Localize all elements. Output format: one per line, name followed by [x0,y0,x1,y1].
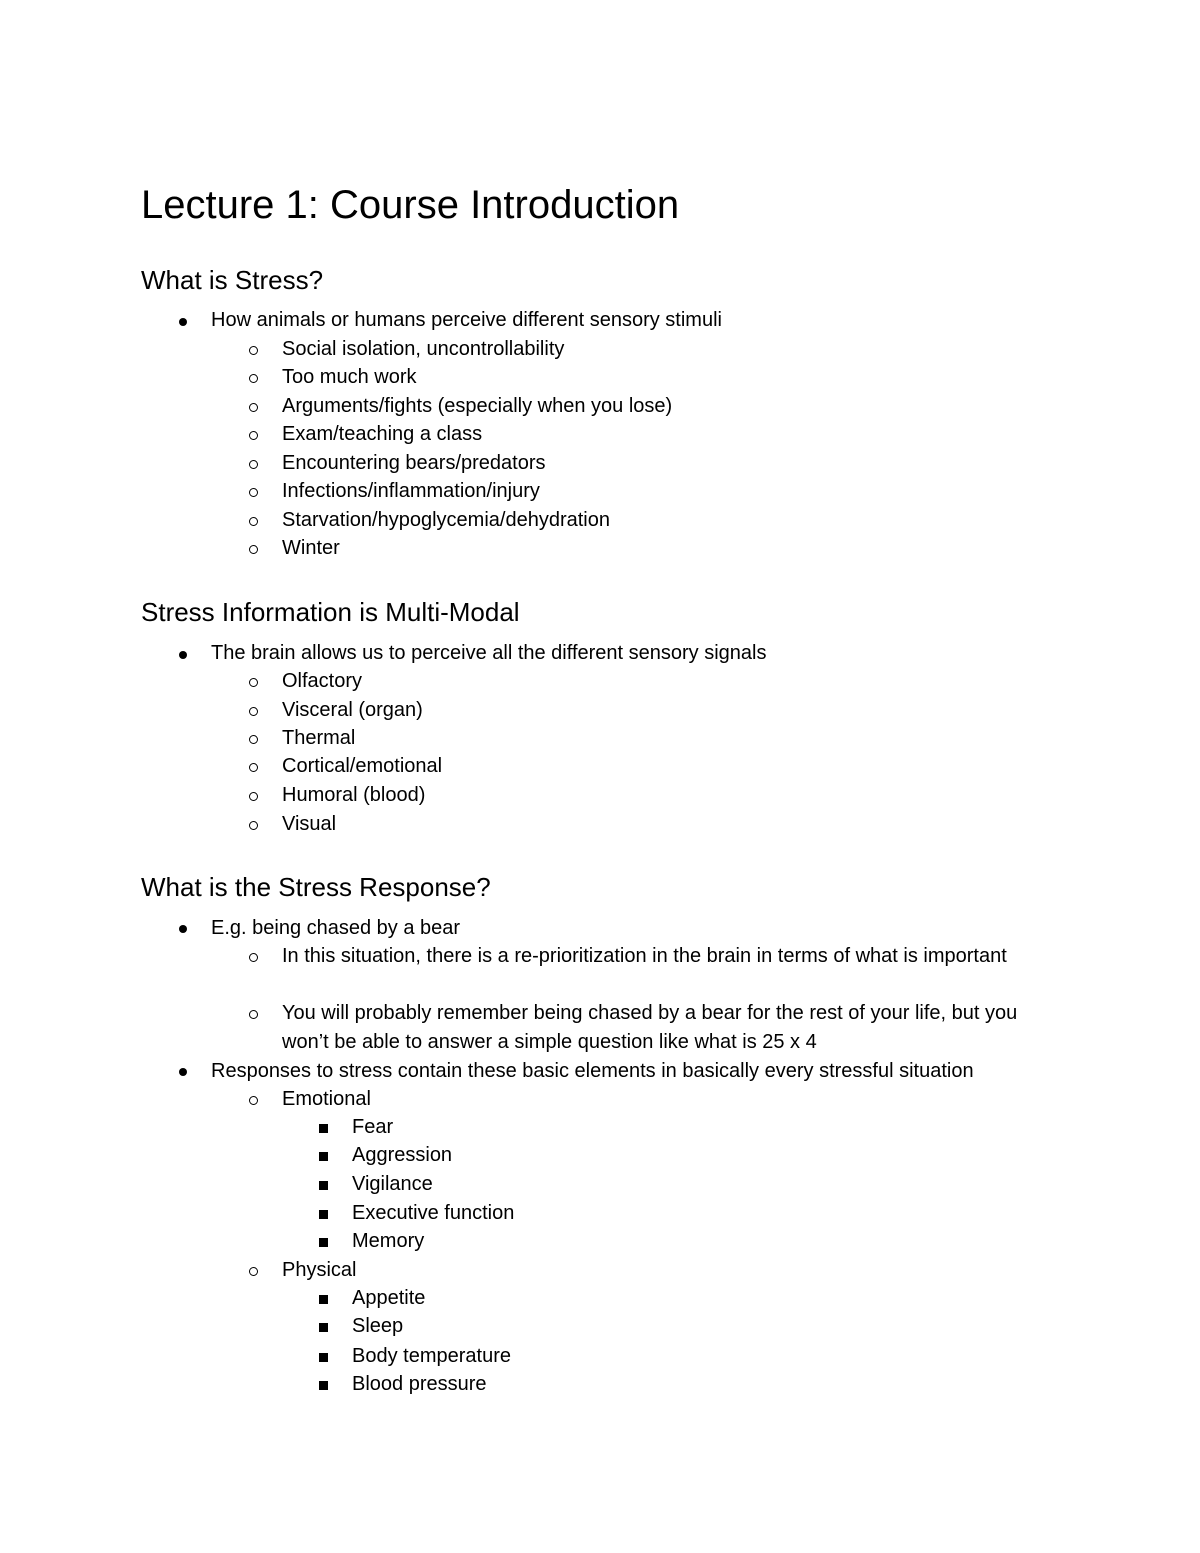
list-item: You will probably remember being chased by a bear for the rest of your life, but you won’t be able to answer a simple question like what is 25 x 4 [282,1002,1018,1053]
list-item: Infections/inflammation/injury [282,480,540,502]
list-item: Appetite [352,1287,426,1309]
bullet-circle [249,763,258,772]
bullet-square [319,1124,328,1133]
list-item: Aggression [352,1144,453,1166]
bullet-circle [249,707,258,716]
list-item: Encountering bears/predators [282,452,546,474]
list-item: Memory [352,1230,425,1252]
list-item: In this situation, there is a re-prioritization in the brain in terms of what is important [282,945,1007,967]
bullet-square [319,1323,328,1332]
bullet-disc [179,925,187,933]
list-item: Starvation/hypoglycemia/dehydration [282,509,610,531]
bullet-circle [249,821,258,830]
list-item: The brain allows us to perceive all the different sensory signals [211,642,767,664]
bullet-circle [249,1010,258,1019]
list-item: Sleep [352,1315,404,1337]
list-item: Physical [282,1259,357,1281]
bullet-circle [249,488,258,497]
list-item: Emotional [282,1088,371,1110]
list-item: Olfactory [282,670,363,692]
list-item: Too much work [282,366,417,388]
list-item: Responses to stress contain these basic elements in basically every stressful situation [211,1060,974,1082]
bullet-circle [249,403,258,412]
bullet-circle [249,374,258,383]
bullet-circle [249,735,258,744]
list-item: Visual [282,813,337,835]
bullet-circle [249,517,258,526]
section-heading-stress-response: What is the Stress Response? [141,872,491,902]
list-item: Winter [282,537,340,559]
bullet-circle [249,545,258,554]
bullet-disc [179,651,187,659]
list-item: Humoral (blood) [282,784,426,806]
bullet-square [319,1353,328,1362]
bullet-square [319,1210,328,1219]
page-title: Lecture 1: Course Introduction [141,183,680,227]
bullet-square [319,1295,328,1304]
list-item: Cortical/emotional [282,755,443,777]
bullet-circle [249,1267,258,1276]
list-item: Exam/teaching a class [282,423,483,445]
section-heading-multi-modal: Stress Information is Multi-Modal [141,597,520,627]
list-item: Social isolation, uncontrollability [282,338,565,360]
list-item: Thermal [282,727,356,749]
bullet-circle [249,346,258,355]
bullet-square [319,1181,328,1190]
bullet-circle [249,792,258,801]
bullet-square [319,1381,328,1390]
list-item: Body temperature [352,1345,511,1367]
list-item: How animals or humans perceive different sensory stimuli [211,309,722,331]
list-item: E.g. being chased by a bear [211,917,461,939]
list-item: Blood pressure [352,1373,487,1395]
section-heading-what-is-stress: What is Stress? [141,265,324,295]
bullet-circle [249,460,258,469]
bullet-circle [249,431,258,440]
bullet-circle [249,953,258,962]
bullet-circle [249,678,258,687]
list-item: Visceral (organ) [282,699,423,721]
list-item: Executive function [352,1202,515,1224]
bullet-circle [249,1096,258,1105]
bullet-square [319,1152,328,1161]
bullet-square [319,1238,328,1247]
list-item: Arguments/fights (especially when you lose) [282,395,673,417]
bullet-disc [179,318,187,326]
list-item: Vigilance [352,1173,433,1195]
bullet-disc [179,1068,187,1076]
list-item: Fear [352,1116,394,1138]
